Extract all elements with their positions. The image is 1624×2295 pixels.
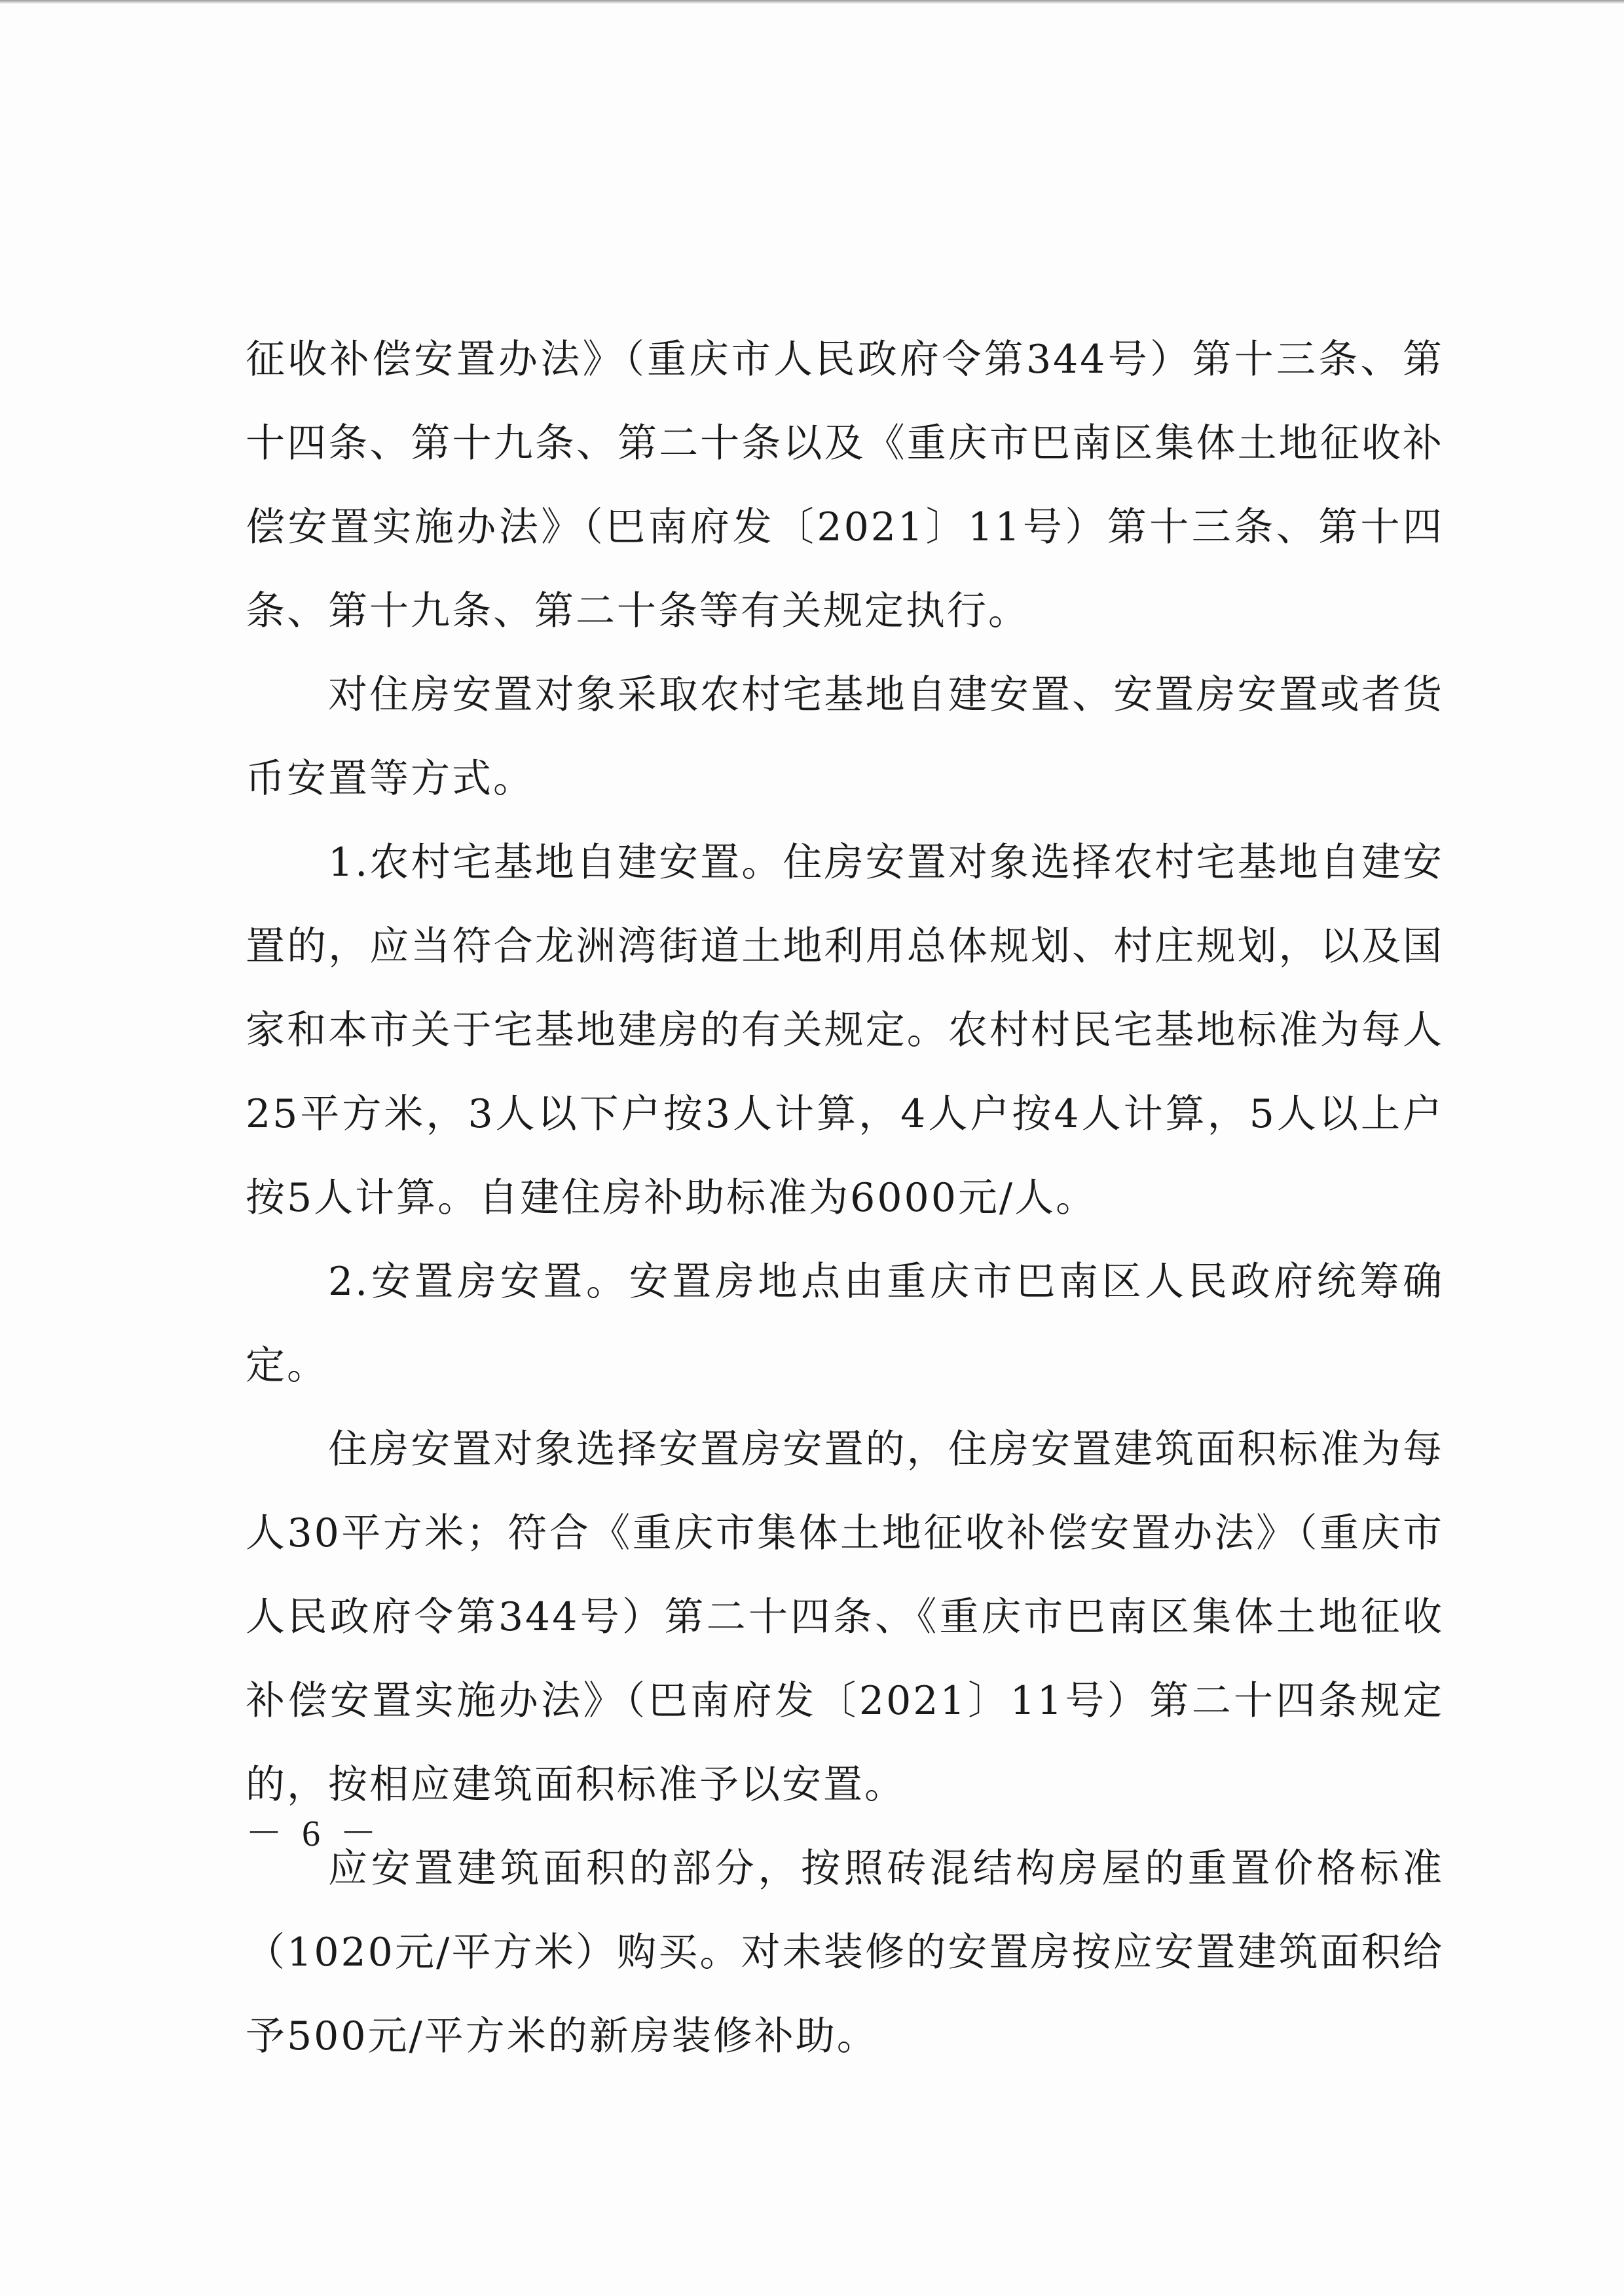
paragraph-housing-resettlement-methods: 对住房安置对象采取农村宅基地自建安置、安置房安置或者货币安置等方式。 [246,672,1444,802]
paragraph-purchase-price: 应安置建筑面积的部分，按照砖混结构房屋的重置价格标准（1020元/平方米）购买。对未装修的安置房按应安置建筑面积给予500元/平方米的新房装修补助。 [246,1846,1444,2059]
scan-edge [0,0,1624,4]
paragraph-area-standard: 住房安置对象选择安置房安置的，住房安置建筑面积标准为每人30平方米；符合《重庆市集体土地征收补偿安置办法》（重庆市人民政府令第344号）第二十四条、《重庆市巴南区集体土地征收补偿安置实施办法》（巴南府发〔2021〕11号）第二十四条规定的，按相应建筑面积标准予以安置。 [246,1427,1444,1808]
paragraph-continued-regulation: 征收补偿安置办法》（重庆市人民政府令第344号）第十三条、第十四条、第十九条、第二十条以及《重庆市巴南区集体土地征收补偿安置实施办法》（巴南府发〔2021〕11号）第十三条、第十四条、第十九条、第二十条等有关规定执行。 [246,337,1444,634]
page-number: － 6 － [246,1814,382,1854]
body-text [246,318,1444,2078]
paragraph-homestead-self-build: 1.农村宅基地自建安置。住房安置对象选择农村宅基地自建安置的，应当符合龙洲湾街道土地利用总体规划、村庄规划，以及国家和本市关于宅基地建房的有关规定。农村村民宅基地标准为每人25平方米，3人以下户按3人计算，4人户按4人计算，5人以上户按5人计算。自建住房补助标准为6000元/人。 [246,840,1444,1221]
paragraph-resettlement-housing: 2.安置房安置。安置房地点由重庆市巴南区人民政府统筹确定。 [246,1259,1444,1389]
